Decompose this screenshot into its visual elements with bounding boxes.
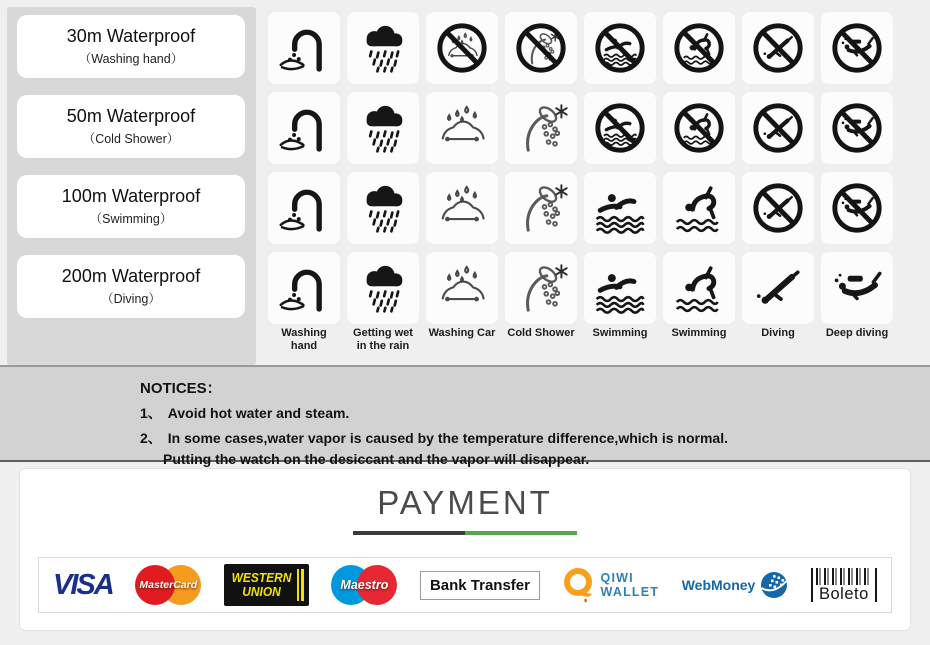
maestro-logo [331, 564, 397, 606]
notice-number: 2、 [140, 430, 162, 446]
deep-diving-prohibited-icon [829, 20, 885, 76]
deep-diving-prohibited-icon [829, 100, 885, 156]
washing-car-icon [434, 180, 490, 236]
level-subtitle: （Cold Shower） [82, 131, 180, 146]
swimming-icon [592, 260, 648, 316]
cold-shower-icon [513, 100, 569, 156]
cell-50m-swimming-prohibited [584, 92, 656, 164]
cell-50m-swimming-jump-prohibited [663, 92, 735, 164]
level-subtitle: （Washing hand） [78, 51, 184, 66]
cell-30m-cold-shower-prohibited [505, 12, 577, 84]
swimming-jump-icon [671, 260, 727, 316]
cell-100m-diving-prohibited [742, 172, 814, 244]
activity-label-washing-hand: Washing hand [281, 327, 327, 352]
diving-prohibited-icon [750, 180, 806, 236]
cell-100m-rain-allowed [347, 172, 419, 244]
activity-label-swimming-jump: Swimming [671, 327, 727, 339]
visa-label: VISA [53, 568, 113, 601]
no-sign-overlay [519, 26, 563, 70]
level-title: 100m Waterproof [61, 186, 201, 207]
notice-text: Avoid hot water and steam. [167, 405, 350, 421]
level-subtitle: （Swimming） [89, 211, 173, 226]
swimming-icon [592, 180, 648, 236]
payment-card [19, 468, 911, 631]
swimming-jump-prohibited-icon [671, 100, 727, 156]
washing-hand-icon [276, 260, 332, 316]
cell-30m-swimming-jump-prohibited [663, 12, 735, 84]
activity-label-swimming: Swimming [592, 327, 648, 339]
cell-30m-rain-allowed [347, 12, 419, 84]
deep-diving-icon [829, 260, 885, 316]
notice-number: 1、 [140, 405, 162, 421]
cell-50m-rain-allowed [347, 92, 419, 164]
washing-car-icon [434, 100, 490, 156]
webmoney-logo [682, 571, 789, 599]
level-title: 200m Waterproof [61, 266, 201, 287]
washing-car-icon [434, 260, 490, 316]
cell-50m-washing-hand-allowed [268, 92, 340, 164]
cell-50m-deep-diving-prohibited [821, 92, 893, 164]
no-sign-overlay [756, 106, 800, 150]
western-union-label: WESTERN UNION [231, 570, 292, 599]
diving-prohibited-icon [750, 100, 806, 156]
cell-30m-washing-car-prohibited [426, 12, 498, 84]
level-card-30m [17, 15, 245, 78]
level-card-100m [17, 175, 245, 238]
boleto-label: Boleto [819, 584, 869, 603]
cell-100m-cold-shower-allowed [505, 172, 577, 244]
activity-label-rain: Getting wet in the rain [353, 327, 413, 352]
no-sign-overlay [598, 106, 642, 150]
cell-100m-swimming-allowed [584, 172, 656, 244]
visa-logo [53, 569, 113, 602]
cell-100m-swimming-jump-allowed [663, 172, 735, 244]
payment-title: PAYMENT [377, 484, 553, 521]
no-sign-overlay [835, 26, 879, 70]
no-sign-overlay [598, 26, 642, 70]
level-subtitle: （Diving） [101, 291, 161, 306]
washing-car-prohibited-icon [434, 20, 490, 76]
cell-200m-swimming-jump-allowed [663, 252, 735, 324]
swimming-jump-icon [671, 180, 727, 236]
cell-200m-washing-hand-allowed [268, 252, 340, 324]
no-sign-overlay [835, 186, 879, 230]
washing-hand-icon [276, 100, 332, 156]
notice-item-1 [140, 403, 930, 423]
cell-200m-deep-diving-allowed [821, 252, 893, 324]
activity-grid-panel [256, 7, 930, 365]
boleto-logo [811, 568, 877, 603]
notice-item-2-continued: Putting the watch on the desiccant and the vapor will disappear. [163, 451, 590, 467]
swimming-prohibited-icon [592, 100, 648, 156]
cell-200m-rain-allowed [347, 252, 419, 324]
level-title: 30m Waterproof [66, 26, 196, 47]
cell-200m-cold-shower-allowed [505, 252, 577, 324]
activity-label-cold-shower: Cold Shower [507, 327, 575, 339]
no-sign-overlay [756, 186, 800, 230]
cell-50m-diving-prohibited [742, 92, 814, 164]
payment-title-underline [353, 531, 577, 535]
qiwi-q-icon [563, 567, 595, 603]
cell-30m-deep-diving-prohibited [821, 12, 893, 84]
underline-green-half [465, 531, 577, 535]
waterproof-activity-grid [268, 12, 930, 324]
rain-icon [355, 260, 411, 316]
western-union-logo [224, 564, 309, 606]
no-sign-overlay [835, 106, 879, 150]
cell-200m-washing-car-allowed [426, 252, 498, 324]
swimming-jump-prohibited-icon [671, 20, 727, 76]
cold-shower-icon [513, 180, 569, 236]
maestro-label: Maestro [340, 578, 389, 592]
qiwi-wallet-label: QIWI WALLET [600, 570, 660, 599]
cell-200m-swimming-allowed [584, 252, 656, 324]
cell-100m-deep-diving-prohibited [821, 172, 893, 244]
cell-30m-diving-prohibited [742, 12, 814, 84]
webmoney-label: WebMoney [681, 577, 756, 593]
cold-shower-prohibited-icon [513, 20, 569, 76]
cell-30m-swimming-prohibited [584, 12, 656, 84]
washing-hand-icon [276, 180, 332, 236]
webmoney-globe-icon [760, 571, 788, 599]
deep-diving-prohibited-icon [829, 180, 885, 236]
diving-prohibited-icon [750, 20, 806, 76]
notices-heading: NOTICES： [140, 380, 222, 397]
cell-100m-washing-car-allowed [426, 172, 498, 244]
notice-item-2 [140, 428, 930, 448]
level-card-50m [17, 95, 245, 158]
mastercard-label: MasterCard [139, 579, 198, 591]
cell-200m-diving-allowed [742, 252, 814, 324]
no-sign-overlay [756, 26, 800, 70]
notice-text: In some cases,water vapor is caused by the temperature difference,which is normal. [167, 430, 729, 446]
rain-icon [355, 100, 411, 156]
qiwi-wallet-logo [563, 567, 660, 603]
cell-50m-cold-shower-allowed [505, 92, 577, 164]
rain-icon [355, 20, 411, 76]
level-card-200m [17, 255, 245, 318]
bank-transfer-label: Bank Transfer [420, 571, 540, 600]
underline-dark-half [353, 531, 465, 535]
washing-hand-icon [276, 20, 332, 76]
rain-icon [355, 180, 411, 236]
mastercard-logo [135, 564, 201, 606]
waterproof-levels-panel [7, 7, 256, 365]
no-sign-overlay [440, 26, 484, 70]
activity-labels-row [268, 327, 930, 353]
activity-label-washing-car: Washing Car [428, 327, 496, 339]
diving-icon [750, 260, 806, 316]
payment-section [0, 462, 930, 645]
activity-label-diving: Diving [761, 327, 795, 339]
level-title: 50m Waterproof [66, 106, 196, 127]
cell-30m-washing-hand-allowed [268, 12, 340, 84]
payment-logos-strip [38, 557, 892, 613]
cold-shower-icon [513, 260, 569, 316]
notices-section [0, 365, 930, 467]
barcode-icon [816, 568, 872, 585]
swimming-prohibited-icon [592, 20, 648, 76]
cell-50m-washing-car-allowed [426, 92, 498, 164]
activity-label-deep-diving: Deep diving [825, 327, 889, 339]
western-union-bars-icon [297, 569, 304, 601]
cell-100m-washing-hand-allowed [268, 172, 340, 244]
